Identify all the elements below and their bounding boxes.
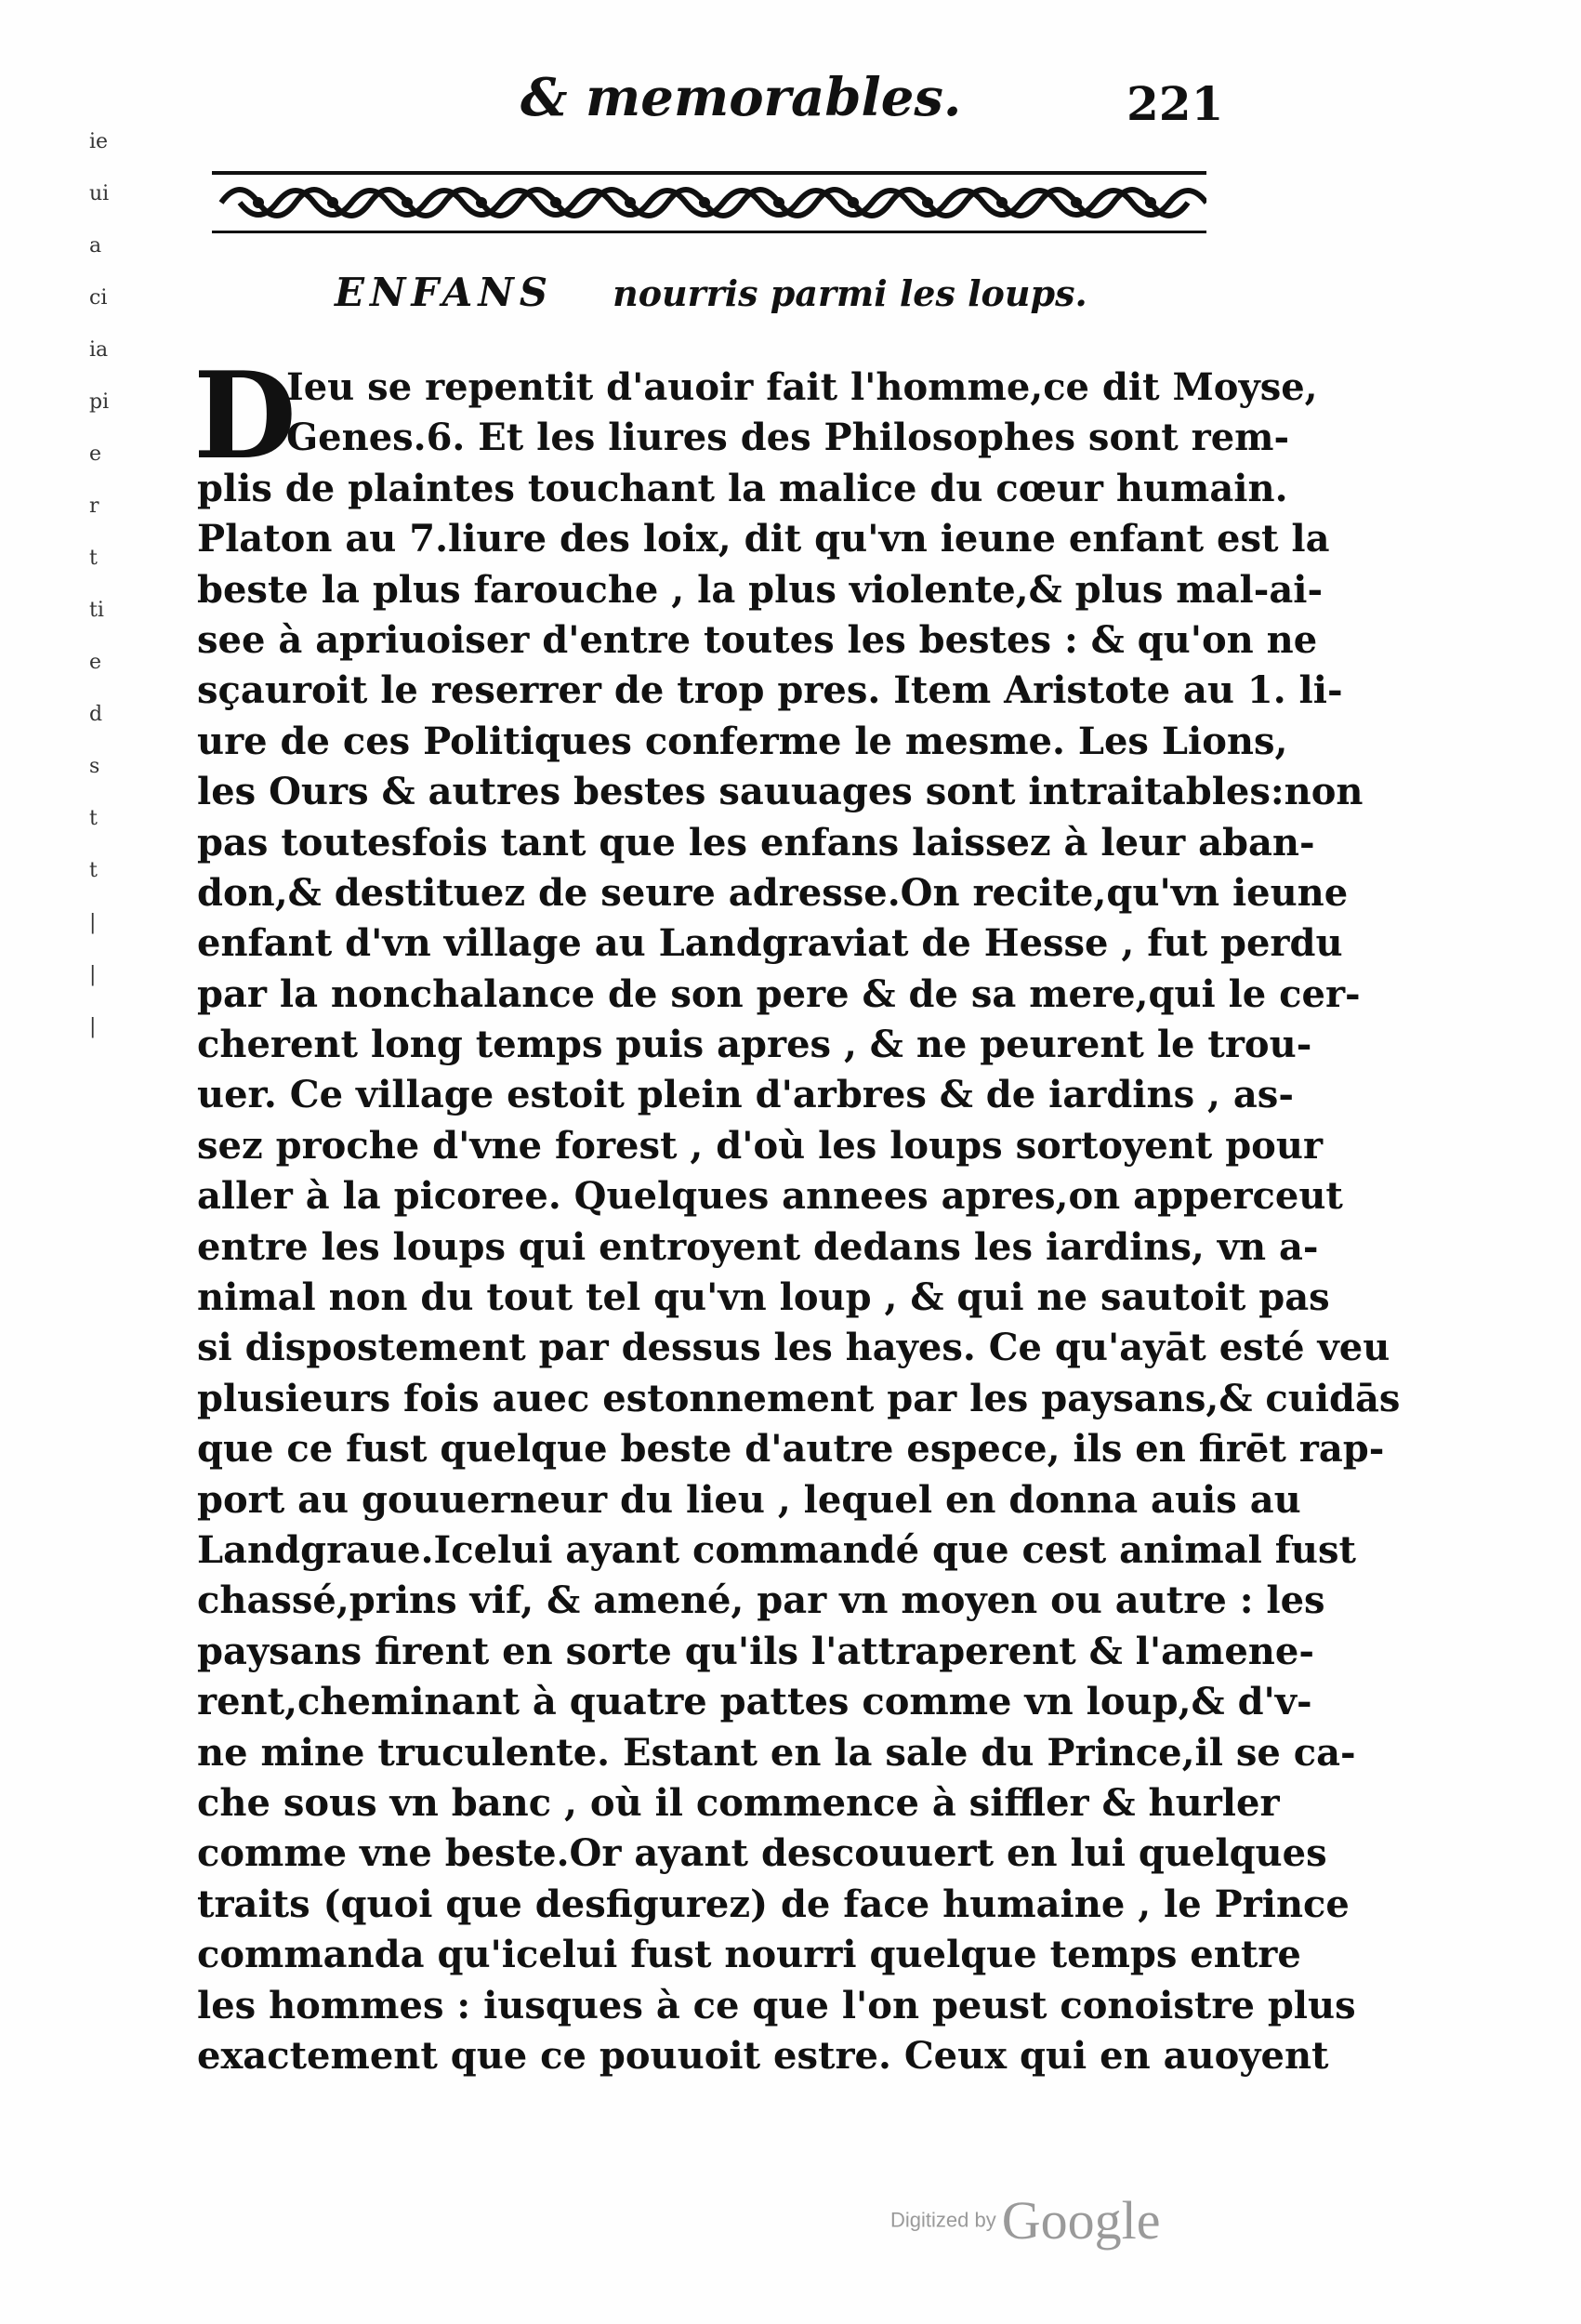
body-text — [193, 347, 1401, 2081]
text-line: Platon au 7.liure des loix, dit qu'vn ieune enfant est la — [197, 517, 1330, 561]
bleed-fragment: t — [89, 807, 98, 830]
watermark-brand: Google — [1001, 2190, 1161, 2251]
text-line: rent,cheminant à quatre pattes comme vn loup,& d'v- — [197, 1680, 1312, 1724]
text-line: beste la plus farouche , la plus violente,& plus mal-ai- — [197, 567, 1324, 612]
bleed-fragment: ui — [89, 182, 110, 205]
ornamental-headpiece — [212, 165, 1206, 240]
text-line: plis de plaintes touchant la malice du cœur humain. — [197, 466, 1288, 510]
text-line: que ce fust quelque beste d'autre espece, ils en firēt rap- — [197, 1427, 1385, 1472]
text-line: plusieurs fois auec estonnement par les paysans,& cuidās — [197, 1376, 1401, 1420]
text-line: see à apriuoiser d'entre toutes les bestes : & qu'on ne — [197, 617, 1318, 662]
text-line: pas toutesfois tant que les enfans laissez à leur aban- — [197, 820, 1315, 865]
text-line: les hommes : iusques à ce que l'on peust conoistre plus — [197, 1983, 1356, 2027]
bleed-fragment: e — [89, 442, 102, 466]
text-line: uer. Ce village estoit plein d'arbres & de iardins , as- — [197, 1073, 1294, 1117]
bleed-fragment: e — [89, 651, 102, 674]
text-line: les Ours & autres bestes sauuages sont intraitables:non — [197, 770, 1364, 814]
page-number: 221 — [1126, 76, 1224, 131]
bleed-fragment: | — [89, 963, 97, 986]
text-line: sez proche d'vne forest , d'où les loups sortoyent pour — [197, 1123, 1324, 1168]
bleed-fragment: ie — [89, 130, 109, 153]
bleed-fragment: ci — [89, 286, 108, 310]
running-head: & memorables. — [520, 67, 962, 128]
text-line: aller à la picoree. Quelques annees apres,on apperceut — [197, 1174, 1343, 1219]
text-line: sçauroit le reserrer de trop pres. Item Aristote au 1. li- — [197, 668, 1343, 713]
text-line: exactement que ce pouuoit estre. Ceux qui en auoyent — [197, 2033, 1329, 2078]
text-line: don,& destituez de seure adresse.On recite,qu'vn ieune — [197, 870, 1349, 915]
text-line: enfant d'vn village au Landgraviat de Hesse , fut perdu — [197, 921, 1343, 966]
text-line: chassé,prins vif, & amené, par vn moyen ou autre : les — [197, 1578, 1325, 1623]
watermark-prefix: Digitized by — [890, 2208, 996, 2232]
bleed-fragment: s — [89, 755, 100, 778]
text-line: Ieu se repentit d'auoir fait l'homme,ce dit Moyse, — [286, 365, 1318, 409]
bleed-fragment: a — [89, 234, 102, 257]
text-line: Genes.6. Et les liures des Philosophes sont rem- — [286, 416, 1290, 460]
drop-cap: D — [193, 347, 296, 486]
bleed-fragment: t — [89, 859, 98, 882]
bleed-fragment: pi — [89, 390, 110, 414]
text-line: nimal non du tout tel qu'vn loup , & qui ne sautoit pas — [197, 1275, 1330, 1320]
section-title-main: ENFANS — [335, 270, 554, 315]
text-line: cherent long temps puis apres , & ne peurent le trou- — [197, 1023, 1312, 1067]
text-line: ne mine truculente. Estant en la sale du Prince,il se ca- — [197, 1730, 1356, 1775]
text-line: comme vne beste.Or ayant descouuert en lui quelques — [197, 1831, 1327, 1876]
text-line: Landgraue.Icelui ayant commandé que cest animal fust — [197, 1527, 1357, 1572]
text-line: che sous vn banc , où il commence à siffler & hurler — [197, 1780, 1280, 1825]
bleed-fragment: t — [89, 547, 98, 570]
bleed-fragment: | — [89, 1015, 97, 1038]
text-line: traits (quoi que desfigurez) de face humaine , le Prince — [197, 1882, 1350, 1926]
text-line: paysans firent en sorte qu'ils l'attraperent & l'amene- — [197, 1629, 1314, 1673]
text-line: par la nonchalance de son pere & de sa mere,qui le cer- — [197, 971, 1361, 1016]
bleed-fragment: ia — [89, 338, 109, 362]
facing-page-bleed — [89, 130, 117, 1060]
digitization-watermark — [890, 2189, 1160, 2251]
text-line: entre les loups qui entroyent dedans les iardins, vn a- — [197, 1224, 1319, 1269]
bleed-fragment: | — [89, 911, 97, 934]
text-line: commanda qu'icelui fust nourri quelque temps entre — [197, 1933, 1301, 1977]
section-title — [335, 270, 1087, 315]
text-line: port au gouuerneur du lieu , lequel en donna auis au — [197, 1477, 1301, 1522]
bleed-fragment: d — [89, 703, 103, 726]
text-line: si dispostement par dessus les hayes. Ce qu'ayāt esté veu — [197, 1326, 1390, 1370]
bleed-fragment: ti — [89, 599, 104, 622]
text-line: ure de ces Politiques conferme le mesme. Les Lions, — [197, 719, 1288, 763]
section-subtitle: nourris parmi les loups. — [613, 272, 1087, 314]
bleed-fragment: r — [89, 495, 99, 518]
